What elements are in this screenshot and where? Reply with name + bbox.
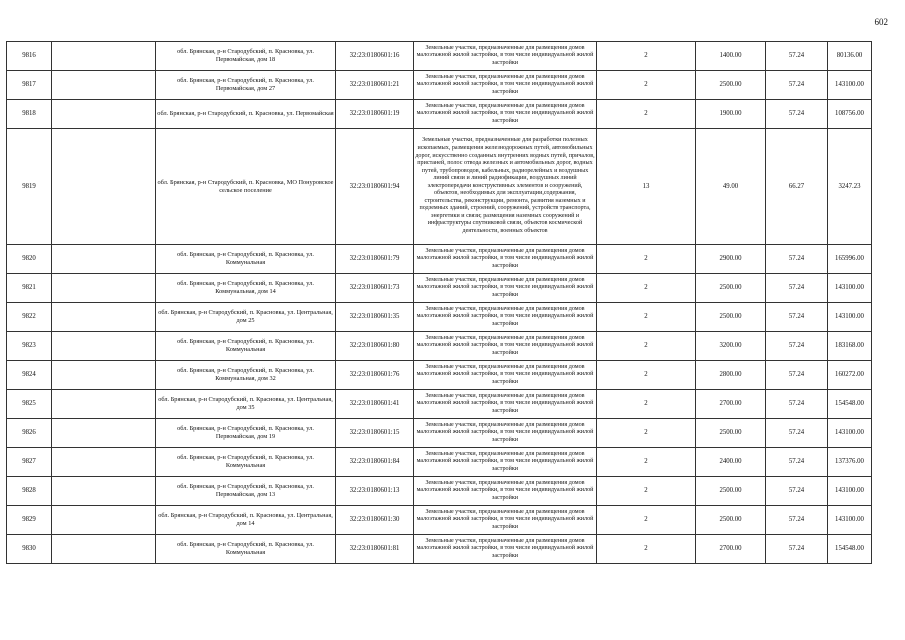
cadastral-value-cell: 143100.00 — [828, 303, 872, 332]
empty-cell — [52, 100, 156, 129]
cadastral-number-cell: 32:23:0180601:13 — [336, 477, 414, 506]
cadastral-number-cell: 32:23:0180601:79 — [336, 245, 414, 274]
empty-cell — [52, 332, 156, 361]
cadastral-value-cell: 143100.00 — [828, 477, 872, 506]
cadastral-number-cell: 32:23:0180601:84 — [336, 448, 414, 477]
group-code-cell: 13 — [597, 129, 696, 245]
specific-value-cell: 57.24 — [766, 332, 828, 361]
table-row — [7, 448, 872, 477]
land-use-cell: Земельные участки, предназначенные для размещения домов малоэтажной жилой застройки, в том числе индивидуальной жилой застройки — [414, 535, 597, 564]
empty-cell — [52, 129, 156, 245]
table-row — [7, 535, 872, 564]
address-cell: обл. Брянская, р-н Стародубский, п. Красновка, ул. Первомайская, дом 13 — [156, 477, 336, 506]
area-cell: 2700.00 — [696, 390, 766, 419]
group-code-cell: 2 — [597, 332, 696, 361]
specific-value-cell: 57.24 — [766, 71, 828, 100]
address-cell: обл. Брянская, р-н Стародубский, п. Красновка, ул. Центральная, дом 25 — [156, 303, 336, 332]
table-row — [7, 419, 872, 448]
specific-value-cell: 57.24 — [766, 274, 828, 303]
specific-value-cell: 57.24 — [766, 506, 828, 535]
row-id: 9819 — [7, 129, 52, 245]
row-id: 9828 — [7, 477, 52, 506]
cadastral-number-cell: 32:23:0180601:81 — [336, 535, 414, 564]
table-row — [7, 42, 872, 71]
cadastral-number-cell: 32:23:0180601:94 — [336, 129, 414, 245]
group-code-cell: 2 — [597, 535, 696, 564]
land-use-cell: Земельные участки, предназначенные для размещения домов малоэтажной жилой застройки, в том числе индивидуальной жилой застройки — [414, 477, 597, 506]
address-cell: обл. Брянская, р-н Стародубский, п. Красновка, ул. Первомайская, дом 27 — [156, 71, 336, 100]
address-cell: обл. Брянская, р-н Стародубский, п. Красновка, ул. Центральная, дом 14 — [156, 506, 336, 535]
table-row — [7, 71, 872, 100]
area-cell: 3200.00 — [696, 332, 766, 361]
group-code-cell: 2 — [597, 448, 696, 477]
row-id: 9820 — [7, 245, 52, 274]
address-cell: обл. Брянская, р-н Стародубский, п. Красновка, ул. Коммунальная — [156, 332, 336, 361]
empty-cell — [52, 506, 156, 535]
row-id: 9829 — [7, 506, 52, 535]
cadastral-number-cell: 32:23:0180601:35 — [336, 303, 414, 332]
land-use-cell: Земельные участки, предназначенные для размещения домов малоэтажной жилой застройки, в том числе индивидуальной жилой застройки — [414, 100, 597, 129]
row-id: 9821 — [7, 274, 52, 303]
table-row — [7, 361, 872, 390]
cadastral-number-cell: 32:23:0180601:15 — [336, 419, 414, 448]
address-cell: обл. Брянская, р-н Стародубский, п. Красновка, ул. Коммунальная, дом 14 — [156, 274, 336, 303]
cadastral-value-cell: 154548.00 — [828, 390, 872, 419]
area-cell: 2400.00 — [696, 448, 766, 477]
specific-value-cell: 57.24 — [766, 100, 828, 129]
land-use-cell: Земельные участки, предназначенные для размещения домов малоэтажной жилой застройки, в том числе индивидуальной жилой застройки — [414, 274, 597, 303]
address-cell: обл. Брянская, р-н Стародубский, п. Красновка, ул. Коммунальная — [156, 245, 336, 274]
land-use-cell: Земельные участки, предназначенные для размещения домов малоэтажной жилой застройки, в том числе индивидуальной жилой застройки — [414, 361, 597, 390]
specific-value-cell: 66.27 — [766, 129, 828, 245]
empty-cell — [52, 303, 156, 332]
group-code-cell: 2 — [597, 245, 696, 274]
empty-cell — [52, 361, 156, 390]
address-cell: обл. Брянская, р-н Стародубский, п. Красновка, ул. Коммунальная — [156, 535, 336, 564]
cadastral-value-cell: 80136.00 — [828, 42, 872, 71]
address-cell: обл. Брянская, р-н Стародубский, п. Красновка, ул. Первомайская, дом 19 — [156, 419, 336, 448]
empty-cell — [52, 42, 156, 71]
area-cell: 2500.00 — [696, 71, 766, 100]
empty-cell — [52, 274, 156, 303]
cadastral-value-cell: 143100.00 — [828, 71, 872, 100]
row-id: 9823 — [7, 332, 52, 361]
land-use-cell: Земельные участки, предназначенные для размещения домов малоэтажной жилой застройки, в том числе индивидуальной жилой застройки — [414, 506, 597, 535]
area-cell: 2500.00 — [696, 274, 766, 303]
row-id: 9816 — [7, 42, 52, 71]
cadastral-value-cell: 183168.00 — [828, 332, 872, 361]
table-row — [7, 303, 872, 332]
specific-value-cell: 57.24 — [766, 535, 828, 564]
table-row — [7, 129, 872, 245]
land-use-cell: Земельные участки, предназначенные для размещения домов малоэтажной жилой застройки, в том числе индивидуальной жилой застройки — [414, 332, 597, 361]
cadastral-number-cell: 32:23:0180601:19 — [336, 100, 414, 129]
cadastral-number-cell: 32:23:0180601:16 — [336, 42, 414, 71]
area-cell: 2500.00 — [696, 506, 766, 535]
area-cell: 2900.00 — [696, 245, 766, 274]
group-code-cell: 2 — [597, 506, 696, 535]
cadastral-number-cell: 32:23:0180601:30 — [336, 506, 414, 535]
land-use-cell: Земельные участки, предназначенные для размещения домов малоэтажной жилой застройки, в том числе индивидуальной жилой застройки — [414, 419, 597, 448]
specific-value-cell: 57.24 — [766, 448, 828, 477]
group-code-cell: 2 — [597, 303, 696, 332]
cadastral-value-cell: 143100.00 — [828, 506, 872, 535]
group-code-cell: 2 — [597, 100, 696, 129]
address-cell: обл. Брянская, р-н Стародубский, п. Красновка, ул. Первомайская, дом 18 — [156, 42, 336, 71]
land-registry-table — [6, 41, 872, 564]
empty-cell — [52, 448, 156, 477]
empty-cell — [52, 535, 156, 564]
table-row — [7, 245, 872, 274]
row-id: 9827 — [7, 448, 52, 477]
cadastral-value-cell: 143100.00 — [828, 419, 872, 448]
area-cell: 1400.00 — [696, 42, 766, 71]
empty-cell — [52, 390, 156, 419]
table-row — [7, 274, 872, 303]
area-cell: 2500.00 — [696, 477, 766, 506]
cadastral-value-cell: 160272.00 — [828, 361, 872, 390]
row-id: 9817 — [7, 71, 52, 100]
table-row — [7, 100, 872, 129]
address-cell: обл. Брянская, р-н Стародубский, п. Красновка, МО Понуровское сельское поселение — [156, 129, 336, 245]
cadastral-value-cell: 3247.23 — [828, 129, 872, 245]
group-code-cell: 2 — [597, 274, 696, 303]
cadastral-number-cell: 32:23:0180601:80 — [336, 332, 414, 361]
land-use-cell: Земельные участки, предназначенные для размещения домов малоэтажной жилой застройки, в том числе индивидуальной жилой застройки — [414, 303, 597, 332]
specific-value-cell: 57.24 — [766, 477, 828, 506]
cadastral-value-cell: 165996.00 — [828, 245, 872, 274]
row-id: 9830 — [7, 535, 52, 564]
group-code-cell: 2 — [597, 390, 696, 419]
area-cell: 2800.00 — [696, 361, 766, 390]
specific-value-cell: 57.24 — [766, 419, 828, 448]
row-id: 9826 — [7, 419, 52, 448]
group-code-cell: 2 — [597, 361, 696, 390]
empty-cell — [52, 245, 156, 274]
land-use-cell: Земельные участки, предназначенные для размещения домов малоэтажной жилой застройки, в том числе индивидуальной жилой застройки — [414, 245, 597, 274]
land-use-cell: Земельные участки, предназначенные для размещения домов малоэтажной жилой застройки, в том числе индивидуальной жилой застройки — [414, 448, 597, 477]
area-cell: 2500.00 — [696, 419, 766, 448]
specific-value-cell: 57.24 — [766, 361, 828, 390]
cadastral-number-cell: 32:23:0180601:73 — [336, 274, 414, 303]
specific-value-cell: 57.24 — [766, 42, 828, 71]
specific-value-cell: 57.24 — [766, 390, 828, 419]
group-code-cell: 2 — [597, 477, 696, 506]
table-row — [7, 390, 872, 419]
group-code-cell: 2 — [597, 71, 696, 100]
area-cell: 1900.00 — [696, 100, 766, 129]
address-cell: обл. Брянская, р-н Стародубский, п. Красновка, ул. Коммунальная, дом 32 — [156, 361, 336, 390]
cadastral-value-cell: 137376.00 — [828, 448, 872, 477]
cadastral-value-cell: 108756.00 — [828, 100, 872, 129]
land-use-cell: Земельные участки, предназначенные для разработки полезных ископаемых, размещения железнодорожных путей, автомобильных дорог, искусственно созданных внутренних водных путей, причалов, пристаней, полос отвода железных и автомобильных дорог, водных путей, трубопроводов, кабельных, радиорелейных и воздушных линий связи и линий радиофикации, воздушных линий электропередачи конструктивных элементов и сооружений, объектов, необходимых для эксплуатации,содержания, строительства, реконструкции, ремонта, развития наземных и подземных зданий, строений, сооружений, устройств транспорта, энергетики и связи; размещения наземных сооружений и инфраструктуры спутниковой связи, объектов космической деятельности, военных объектов — [414, 129, 597, 245]
row-id: 9825 — [7, 390, 52, 419]
group-code-cell: 2 — [597, 419, 696, 448]
cadastral-number-cell: 32:23:0180601:21 — [336, 71, 414, 100]
table-row — [7, 506, 872, 535]
specific-value-cell: 57.24 — [766, 245, 828, 274]
address-cell: обл. Брянская, р-н Стародубский, п. Красновка, ул. Центральная, дом 35 — [156, 390, 336, 419]
row-id: 9818 — [7, 100, 52, 129]
empty-cell — [52, 419, 156, 448]
area-cell: 49.00 — [696, 129, 766, 245]
table-row — [7, 332, 872, 361]
area-cell: 2700.00 — [696, 535, 766, 564]
area-cell: 2500.00 — [696, 303, 766, 332]
row-id: 9822 — [7, 303, 52, 332]
address-cell: обл. Брянская, р-н Стародубский, п. Красновка, ул. Коммунальная — [156, 448, 336, 477]
specific-value-cell: 57.24 — [766, 303, 828, 332]
land-use-cell: Земельные участки, предназначенные для размещения домов малоэтажной жилой застройки, в том числе индивидуальной жилой застройки — [414, 71, 597, 100]
address-cell: обл. Брянская, р-н Стародубский, п. Красновка, ул. Первомайская — [156, 100, 336, 129]
empty-cell — [52, 71, 156, 100]
cadastral-value-cell: 143100.00 — [828, 274, 872, 303]
land-use-cell: Земельные участки, предназначенные для размещения домов малоэтажной жилой застройки, в том числе индивидуальной жилой застройки — [414, 390, 597, 419]
table-row — [7, 477, 872, 506]
cadastral-value-cell: 154548.00 — [828, 535, 872, 564]
cadastral-number-cell: 32:23:0180601:76 — [336, 361, 414, 390]
cadastral-number-cell: 32:23:0180601:41 — [336, 390, 414, 419]
land-use-cell: Земельные участки, предназначенные для размещения домов малоэтажной жилой застройки, в том числе индивидуальной жилой застройки — [414, 42, 597, 71]
page-number: 602 — [874, 17, 888, 27]
row-id: 9824 — [7, 361, 52, 390]
group-code-cell: 2 — [597, 42, 696, 71]
empty-cell — [52, 477, 156, 506]
